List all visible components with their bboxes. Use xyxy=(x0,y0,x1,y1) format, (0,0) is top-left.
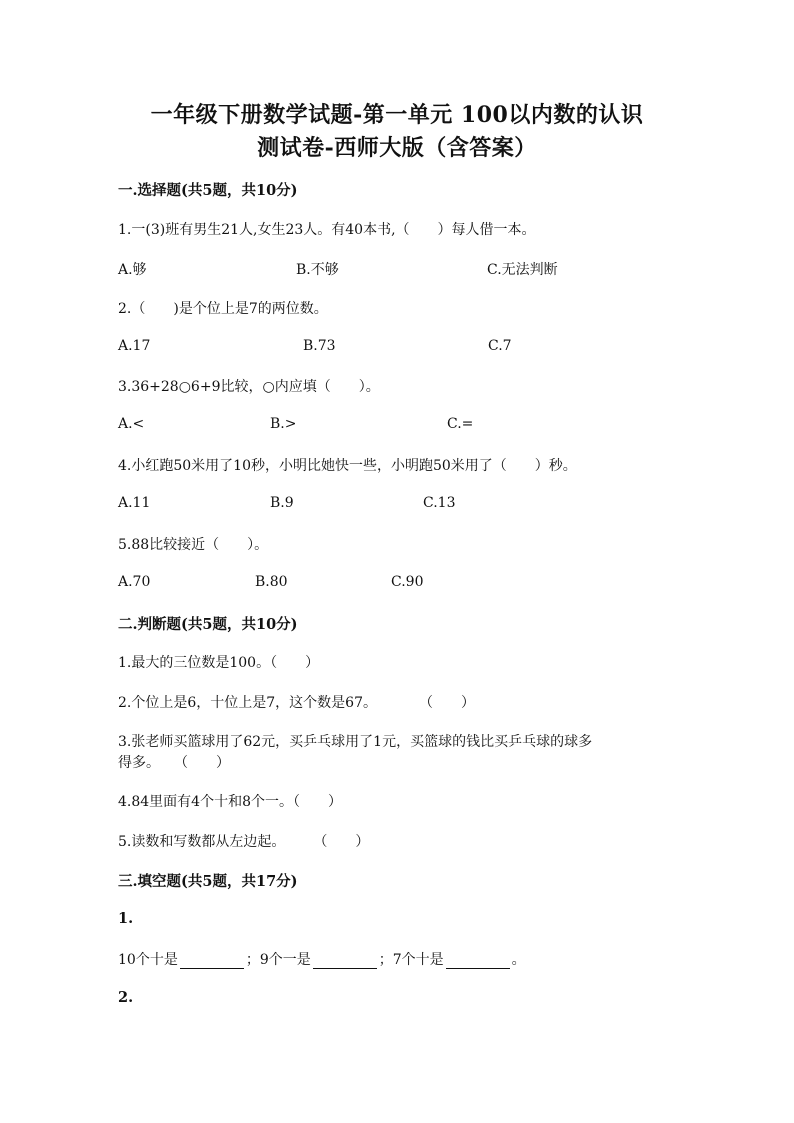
judge-item: 3.张老师买篮球用了62元，买乒乓球用了1元，买篮球的钱比买乒乓球的球多 xyxy=(118,734,593,750)
option-c: C.= xyxy=(447,416,474,432)
answer-blank[interactable] xyxy=(313,954,377,969)
option-a: A.< xyxy=(118,416,145,432)
option-a: A.11 xyxy=(118,495,151,511)
fill-question-number: 2. xyxy=(118,989,134,1006)
option-a: A.70 xyxy=(118,574,151,590)
option-c: C.7 xyxy=(488,338,512,354)
question-text: 5.88比较接近（ ）。 xyxy=(118,537,269,553)
question-text: 3.36+28○6+9比较，○内应填（ ）。 xyxy=(118,379,380,395)
option-a: A.够 xyxy=(118,262,147,278)
fill-question-number: 1. xyxy=(118,910,134,927)
page-title-line2: 测试卷-西师大版（含答案） xyxy=(257,135,537,161)
fill-text-b: ；9个一是 xyxy=(245,952,311,968)
option-c: C.13 xyxy=(423,495,456,511)
option-b: B.不够 xyxy=(296,262,339,278)
fill-text-a: 10个十是 xyxy=(118,952,178,968)
option-a: A.17 xyxy=(118,338,151,354)
option-c: C.90 xyxy=(391,574,424,590)
question-text: 4.小红跑50米用了10秒，小明比她快一些，小明跑50米用了（ ）秒。 xyxy=(118,458,577,474)
judge-item-continuation: 得多。 （ ） xyxy=(118,755,230,771)
answer-blank[interactable] xyxy=(180,954,244,969)
fill-text-c: ；7个十是 xyxy=(378,952,444,968)
judge-item: 5.读数和写数都从左边起。 （ ） xyxy=(118,834,370,850)
section-heading-choice: 一.选择题(共5题，共10分) xyxy=(118,182,298,199)
fill-question-body xyxy=(118,949,526,969)
judge-item: 4.84里面有4个十和8个一。（ ） xyxy=(118,794,342,810)
option-b: B.80 xyxy=(255,574,288,590)
page-title-line1: 一年级下册数学试题-第一单元 100以内数的认识 xyxy=(150,102,644,128)
fill-text-end: 。 xyxy=(511,952,526,968)
question-text: 1.一(3)班有男生21人,女生23人。有40本书,（ ）每人借一本。 xyxy=(118,222,536,238)
section-heading-judge: 二.判断题(共5题，共10分) xyxy=(118,616,298,633)
judge-item: 2.个位上是6，十位上是7，这个数是67。 （ ） xyxy=(118,695,475,711)
answer-blank[interactable] xyxy=(446,954,510,969)
option-b: B.9 xyxy=(270,495,294,511)
judge-item: 1.最大的三位数是100。（ ） xyxy=(118,655,320,671)
section-heading-fill: 三.填空题(共5题，共17分) xyxy=(118,873,298,890)
option-c: C.无法判断 xyxy=(487,262,558,278)
option-b: B.> xyxy=(270,416,297,432)
question-text: 2.（ )是个位上是7的两位数。 xyxy=(118,301,328,317)
option-b: B.73 xyxy=(303,338,336,354)
